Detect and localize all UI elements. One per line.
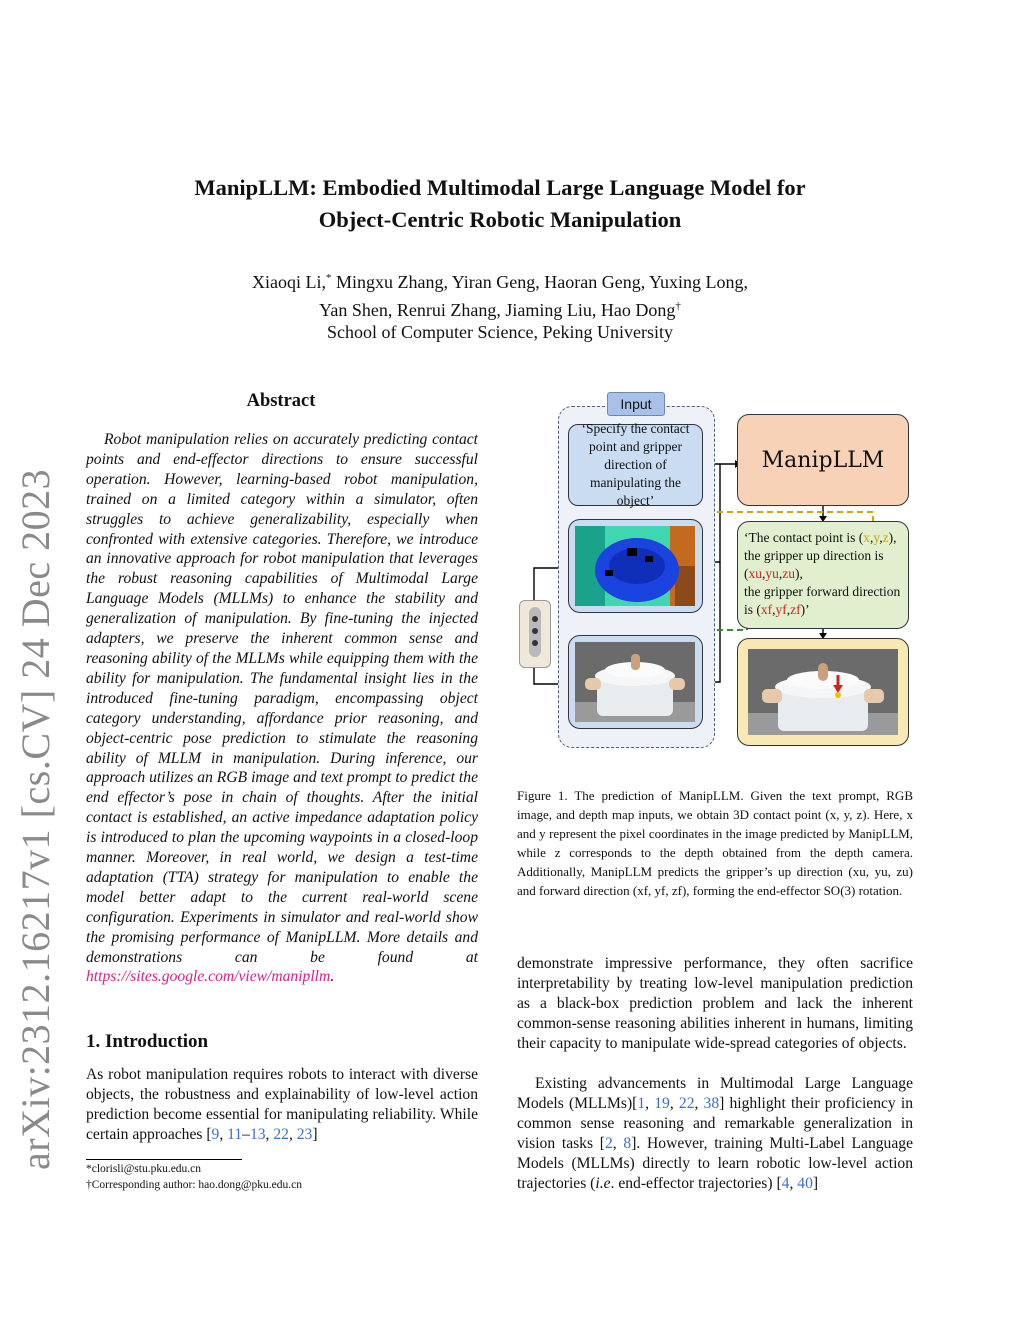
right-column-paragraph-2: Existing advancements in Multimodal Large Language Models (MLLMs)[1, 19, 22, 38] highlight their proficiency in common sense reasoning and remarkable generalization in vision tasks [2, 8]. However, training Multi-Label Language Models (MLLMs) directly to learn robotic low-level action trajectories (i.e. end-effector trajectories) [4, 40] [517, 1075, 914, 1192]
output-text-1: ‘The contact point is ( [744, 530, 864, 545]
footnote-rule [86, 1159, 242, 1160]
citation-link[interactable]: 4 [781, 1174, 790, 1192]
rgb-image-panel [568, 635, 703, 729]
affiliation: School of Computer Science, Peking University [327, 322, 673, 342]
figure-1-caption: Figure 1. The prediction of ManipLLM. Given the text prompt, RGB image, and depth map inputs, we obtain 3D contact point (x, y, z). Here, x and y represent the pixel coordinates in the image predicted by ManipLLM, while z corresponds to the depth obtained from the depth camera. Additionally, ManipLLM predicts the gripper’s up direction (xu, yu, zu) and forward direction (xf, yf, zf), forming the end-effector SO(3) rotation. [517, 788, 913, 898]
citation-link[interactable]: 11 [227, 1125, 243, 1143]
authors-line-1 [160, 266, 840, 294]
citation-link[interactable]: 40 [797, 1174, 813, 1192]
output-z: z [882, 530, 889, 545]
author-list [160, 266, 840, 322]
prompt-text: ‘Specify the contact point and gripper direction of manipulating the object’ [581, 421, 690, 508]
input-label: Input [607, 392, 665, 416]
output-line-2: the gripper up direction is [744, 548, 884, 563]
paper-title [120, 172, 880, 236]
result-image [748, 649, 898, 735]
authors-line-2-text: Yan Shen, Renrui Zhang, Jiaming Liu, Hao Dong [319, 300, 676, 320]
author-mark-dagger: † [675, 300, 681, 312]
footnote-email: *clorisli@stu.pku.edu.cn [86, 1163, 202, 1175]
section-heading-introduction: 1. Introduction [86, 1031, 209, 1052]
citation-link[interactable]: 38 [703, 1094, 720, 1112]
depth-map-panel [568, 519, 703, 613]
citation-link[interactable]: 19 [654, 1094, 670, 1112]
depth-map-image [575, 526, 695, 606]
abstract-heading: Abstract [246, 391, 316, 411]
cite-dash: – [242, 1125, 250, 1143]
abstract-body [86, 430, 478, 987]
abstract-text: Robot manipulation relies on accurately predicting contact points and end-effector directions to ensure successful operation. However, learning-based robot manipulation, trained on a limited category within a simulator, often struggles to achieve generalizability, especially when confronted with extensive categories. Therefore, we introduce an innovative approach for robot manipulation that leverages the robust reasoning capabilities of Multimodal Large Language Models (MLLMs) to enhance the stability and generalization of manipulation. By fine-tuning the injected adapters, we preserve the inherent common sense and reasoning ability of the MLLMs while equipping them with the ability for manipulation. The fundamental insight lies in the introduced fine-tuning paradigm, encompassing object category understanding, affordance prior reasoning, and object-centric pose prediction to stimulate the reasoning ability of MLLM in manipulation. During inference, our approach utilizes an RGB image and text prompt to predict the end effector’s pose in chain of thoughts. After the initial contact is established, an active impedance adaptation policy is introduced to plan the upcoming waypoints in a closed-loop manner. Moreover, in real world, we design a test-time adaptation (TTA) strategy for manipulation to enable the model better adapt to the current real-world scene configuration. Experiments in simulator and real-world show the promising performance of ManipLLM. More details and demonstrations can be found at [86, 431, 478, 966]
output-sep: ), [888, 530, 897, 545]
output-xu: xu [748, 566, 762, 581]
citation-link[interactable]: 1 [637, 1094, 646, 1112]
citation-link[interactable]: 13 [249, 1125, 266, 1143]
output-x: x [863, 530, 870, 545]
citation-link[interactable]: 2 [604, 1134, 613, 1152]
intro-text: As robot manipulation requires robots to interact with diverse objects, the robustness and explainability of low-level action prediction become essential for manipulating reliability. While certain approaches [ [86, 1066, 478, 1143]
output-xf: xf [760, 602, 773, 617]
citation-link[interactable]: 9 [211, 1125, 220, 1143]
ie-abbrev: i.e [595, 1174, 611, 1192]
output-sep: , [879, 530, 883, 545]
cite-sep: , [288, 1125, 297, 1143]
title-line-2: Object-Centric Robotic Manipulation [318, 207, 682, 232]
intro-paragraph [86, 1065, 478, 1145]
cite-sep: , [219, 1125, 228, 1143]
output-line-1 [744, 529, 902, 547]
output-line-4: the gripper forward direction is (xf,yf,zf)’ [744, 584, 901, 617]
citation-link[interactable]: 22 [273, 1125, 289, 1143]
cite-sep: , [265, 1125, 274, 1143]
output-yu: yu [765, 566, 779, 581]
output-line-3: (xu,yu,zu), [744, 566, 803, 581]
citation-link[interactable]: 22 [678, 1094, 695, 1112]
footnote-corresponding: †Corresponding author: hao.dong@pku.edu.cn [86, 1179, 302, 1191]
output-zu: zu [782, 566, 795, 581]
output-zf: zf [790, 602, 801, 617]
title-line-1: ManipLLM: Embodied Multimodal Large Language Model for [194, 175, 806, 200]
output-yf: yf [775, 602, 787, 617]
right-column-paragraph-1: demonstrate impressive performance, they often sacrifice interpretability by treating low-level manipulation prediction as a black-box prediction problem and lack the inherent common-sense reasoning abilities inherent in humans, limiting their capacity to manipulate wide-spread categories of objects. [517, 955, 913, 1052]
authors-rest: Mingxu Zhang, Yiran Geng, Haoran Geng, Yuxing Long, [331, 272, 749, 292]
model-output-box [737, 521, 909, 629]
project-link[interactable]: https://sites.google.com/view/manipllm [86, 968, 331, 986]
output-sep: , [869, 530, 874, 545]
rgb-image [575, 642, 695, 722]
cite-close: ] [312, 1125, 318, 1143]
figure-1 [515, 392, 915, 754]
abstract-end: . [330, 968, 335, 986]
prediction-result-panel [737, 638, 909, 746]
author-mark-star: * [325, 272, 332, 284]
arxiv-stamp-text: arXiv:2312.16217v1 [cs.CV] 24 Dec 2023 [13, 468, 58, 1170]
output-y: y [873, 530, 880, 545]
depth-camera-icon [519, 600, 551, 668]
citation-link[interactable]: 23 [296, 1125, 313, 1143]
manipllm-model-box: ManipLLM [737, 414, 909, 506]
author-first: Xiaoqi Li, [251, 272, 326, 292]
authors-line-2 [160, 294, 840, 322]
text-prompt-box [568, 421, 703, 508]
citation-link[interactable]: 8 [623, 1134, 632, 1152]
